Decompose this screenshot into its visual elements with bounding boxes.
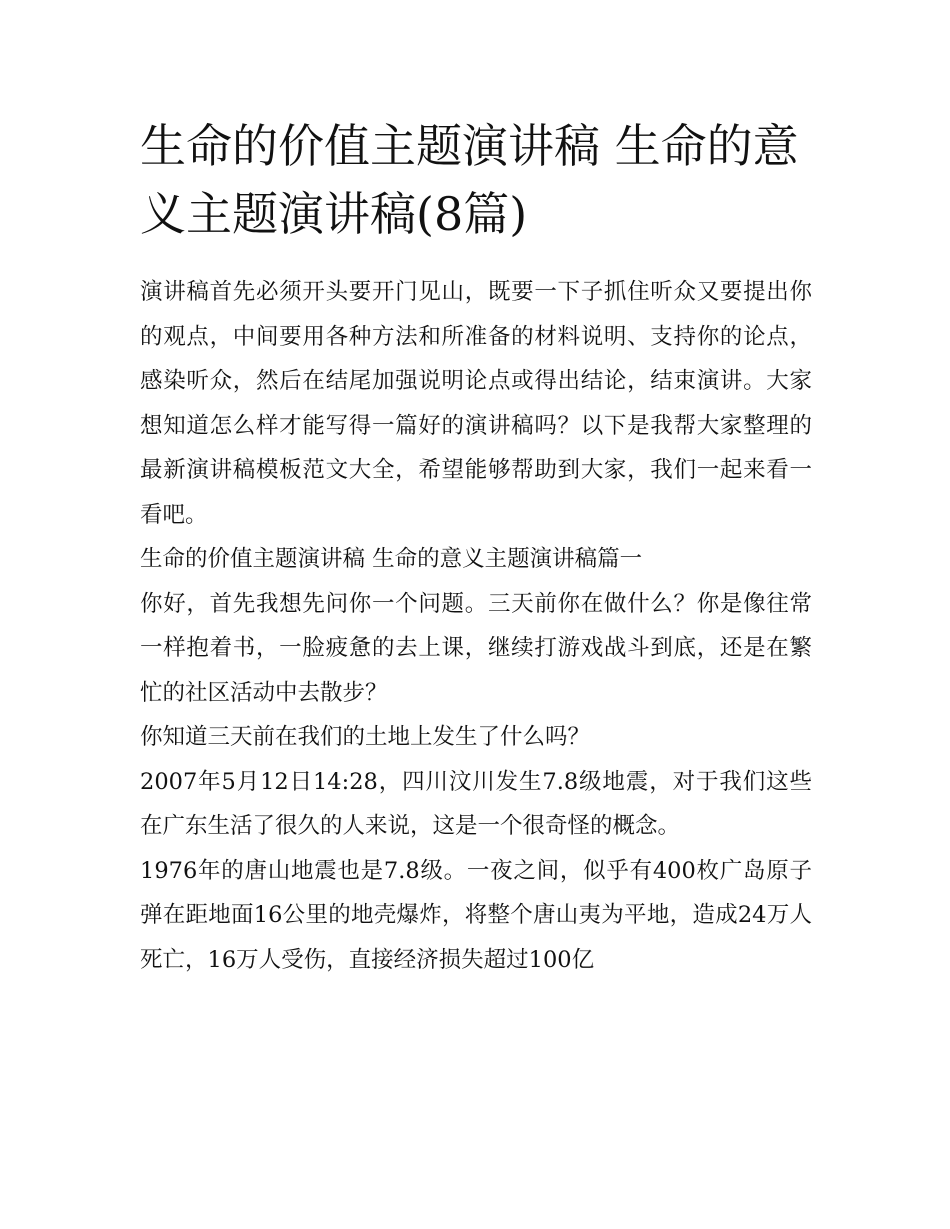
paragraph-wenchuan: 2007年5月12日14:28，四川汶川发生7.8级地震，对于我们这些在广东生活了很久的人来说，这是一个很奇怪的概念。: [140, 768, 812, 839]
document-title: 生命的价值主题演讲稿 生命的意义主题演讲稿(8篇): [140, 119, 799, 241]
document-page: [140, 112, 812, 982]
paragraph-tangshan: 1976年的唐山地震也是7.8级。一夜之间，似乎有400枚广岛原子弹在距地面16公里的地壳爆炸，将整个唐山夷为平地，造成24万人死亡，16万人受伤，直接经济损失超过100亿: [140, 857, 812, 973]
paragraph-intro: 演讲稿首先必须开头要开门见山，既要一下子抓住听众又要提出你的观点，中间要用各种方法和所准备的材料说明、支持你的论点，感染听众，然后在结尾加强说明论点或得出结论，结束演讲。大家想知道怎么样才能写得一篇好的演讲稿吗？以下是我帮大家整理的最新演讲稿模板范文大全，希望能够帮助到大家，我们一起来看一看吧。: [140, 279, 812, 528]
paragraph-know: 你知道三天前在我们的土地上发生了什么吗？: [140, 724, 591, 750]
paragraph-question: 你好，首先我想先问你一个问题。三天前你在做什么？你是像往常一样抱着书，一脸疲惫的去上课，继续打游戏战斗到底，还是在繁忙的社区活动中去散步？: [140, 590, 812, 706]
section-heading: 生命的价值主题演讲稿 生命的意义主题演讲稿篇一: [140, 546, 643, 572]
